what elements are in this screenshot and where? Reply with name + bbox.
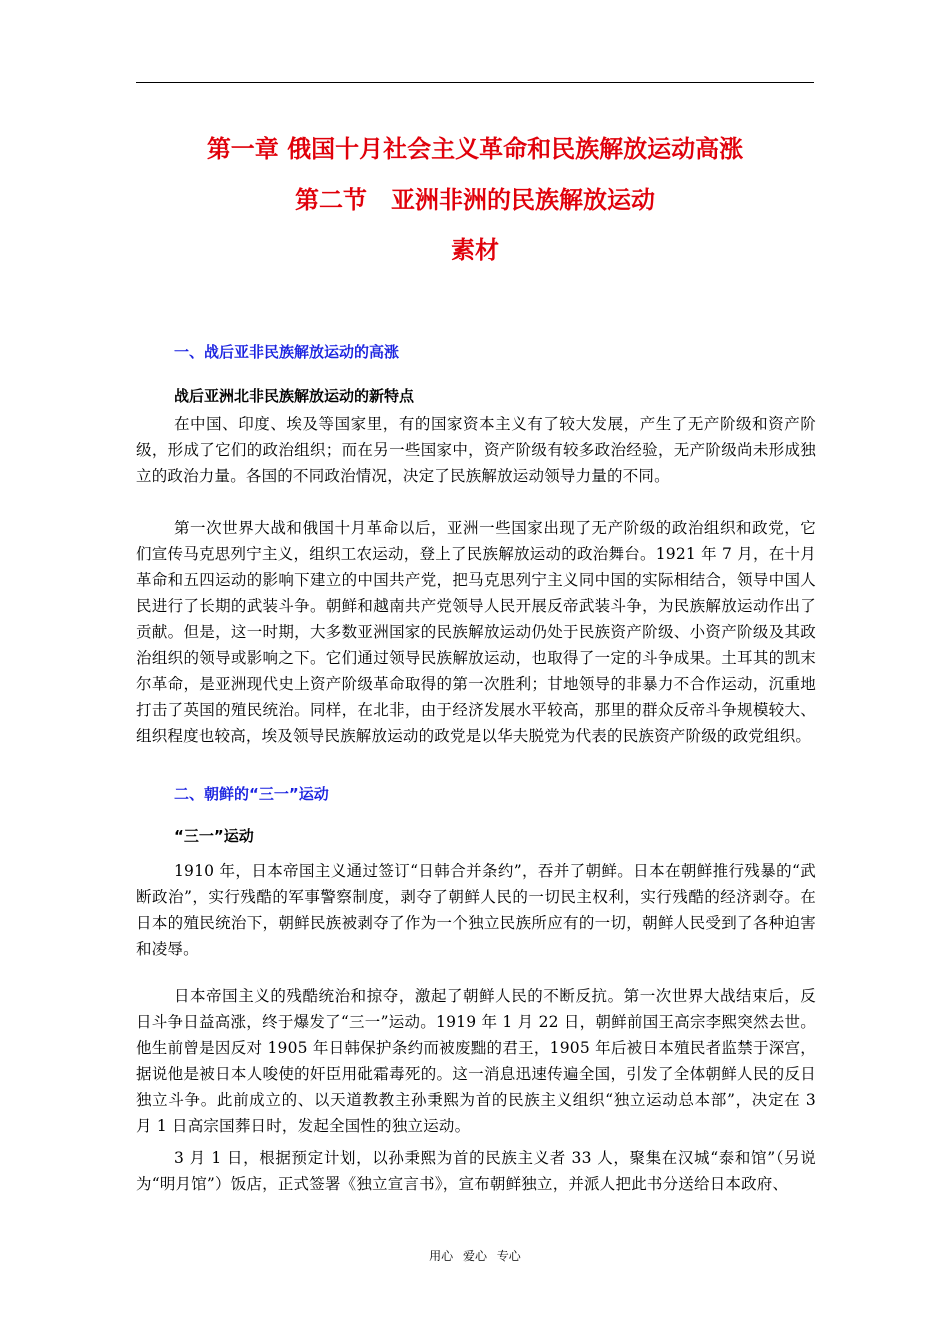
section-title: 第二节 亚洲非洲的民族解放运动	[295, 186, 655, 214]
paragraph: 在中国、印度、埃及等国家里，有的国家资本主义有了较大发展，产生了无产阶级和资产阶级，形成了它们的政治组织；而在另一些国家中，资产阶级有较多政治经验，无产阶级尚未形成独立的政治力量。各国的不同政治情况，决定了民族解放运动领导力量的不同。	[136, 415, 816, 485]
header-rule	[136, 82, 814, 83]
paragraph: 日本帝国主义的残酷统治和掠夺，激起了朝鲜人民的不断反抗。第一次世界大战结束后，反日斗争日益高涨，终于爆发了“三一”运动。1919 年 1 月 22 日，朝鲜前国王高宗李熙突然去世。他生前曾是因反对 1905 年日韩保护条约而被废黜的君王，1905 年后被日本殖民者监禁于深宫，据说他是被日本人唆使的奸臣用砒霜毒死的。这一消息迅速传遍全国，引发了全体朝鲜人民的反日独立斗争。此前成立的、以天道教教主孙秉熙为首的民族主义组织“独立运动总本部”，决定在 3 月 1 日高宗国葬日时，发起全国性的独立运动。	[136, 987, 816, 1135]
subheading-1: 战后亚洲北非民族解放运动的新特点	[174, 387, 415, 405]
section-heading-2: 二、朝鲜的“三一”运动	[174, 785, 329, 803]
section-heading-1: 一、战后亚非民族解放运动的高涨	[174, 343, 400, 361]
subheading-2: “三一”运动	[174, 827, 254, 845]
footer-motto: 用心 爱心 专心	[429, 1249, 521, 1263]
paragraph: 3 月 1 日，根据预定计划，以孙秉熙为首的民族主义者 33 人，聚集在汉城“泰和馆”（另说为“明月馆”）饭店，正式签署《独立宣言书》，宣布朝鲜独立，并派人把此书分送给日本政府、	[136, 1149, 816, 1193]
material-label: 素材	[451, 236, 499, 264]
chapter-title: 第一章 俄国十月社会主义革命和民族解放运动高涨	[206, 135, 744, 163]
paragraph: 第一次世界大战和俄国十月革命以后，亚洲一些国家出现了无产阶级的政治组织和政党，它们宣传马克思列宁主义，组织工农运动，登上了民族解放运动的政治舞台。1921 年 7 月，在十月革命和五四运动的影响下建立的中国共产党，把马克思列宁主义同中国的实际相结合，领导中国人民进行了长期的武装斗争。朝鲜和越南共产党领导人民开展反帝武装斗争，为民族解放运动作出了贡献。但是，这一时期，大多数亚洲国家的民族解放运动仍处于民族资产阶级、小资产阶级及其政治组织的领导或影响之下。它们通过领导民族解放运动，也取得了一定的斗争成果。土耳其的凯末尔革命，是亚洲现代史上资产阶级革命取得的第一次胜利；甘地领导的非暴力不合作运动，沉重地打击了英国的殖民统治。同样，在北非，由于经济发展水平较高，那里的群众反帝斗争规模较大、组织程度也较高，埃及领导民族解放运动的政党是以华夫脱党为代表的民族资产阶级的政党组织。	[136, 519, 816, 745]
paragraph: 1910 年，日本帝国主义通过签订“日韩合并条约”，吞并了朝鲜。日本在朝鲜推行残暴的“武断政治”，实行残酷的军事警察制度，剥夺了朝鲜人民的一切民主权利，实行残酷的经济剥夺。在日本的殖民统治下，朝鲜民族被剥夺了作为一个独立民族所应有的一切，朝鲜人民受到了各种迫害和凌辱。	[136, 862, 816, 958]
